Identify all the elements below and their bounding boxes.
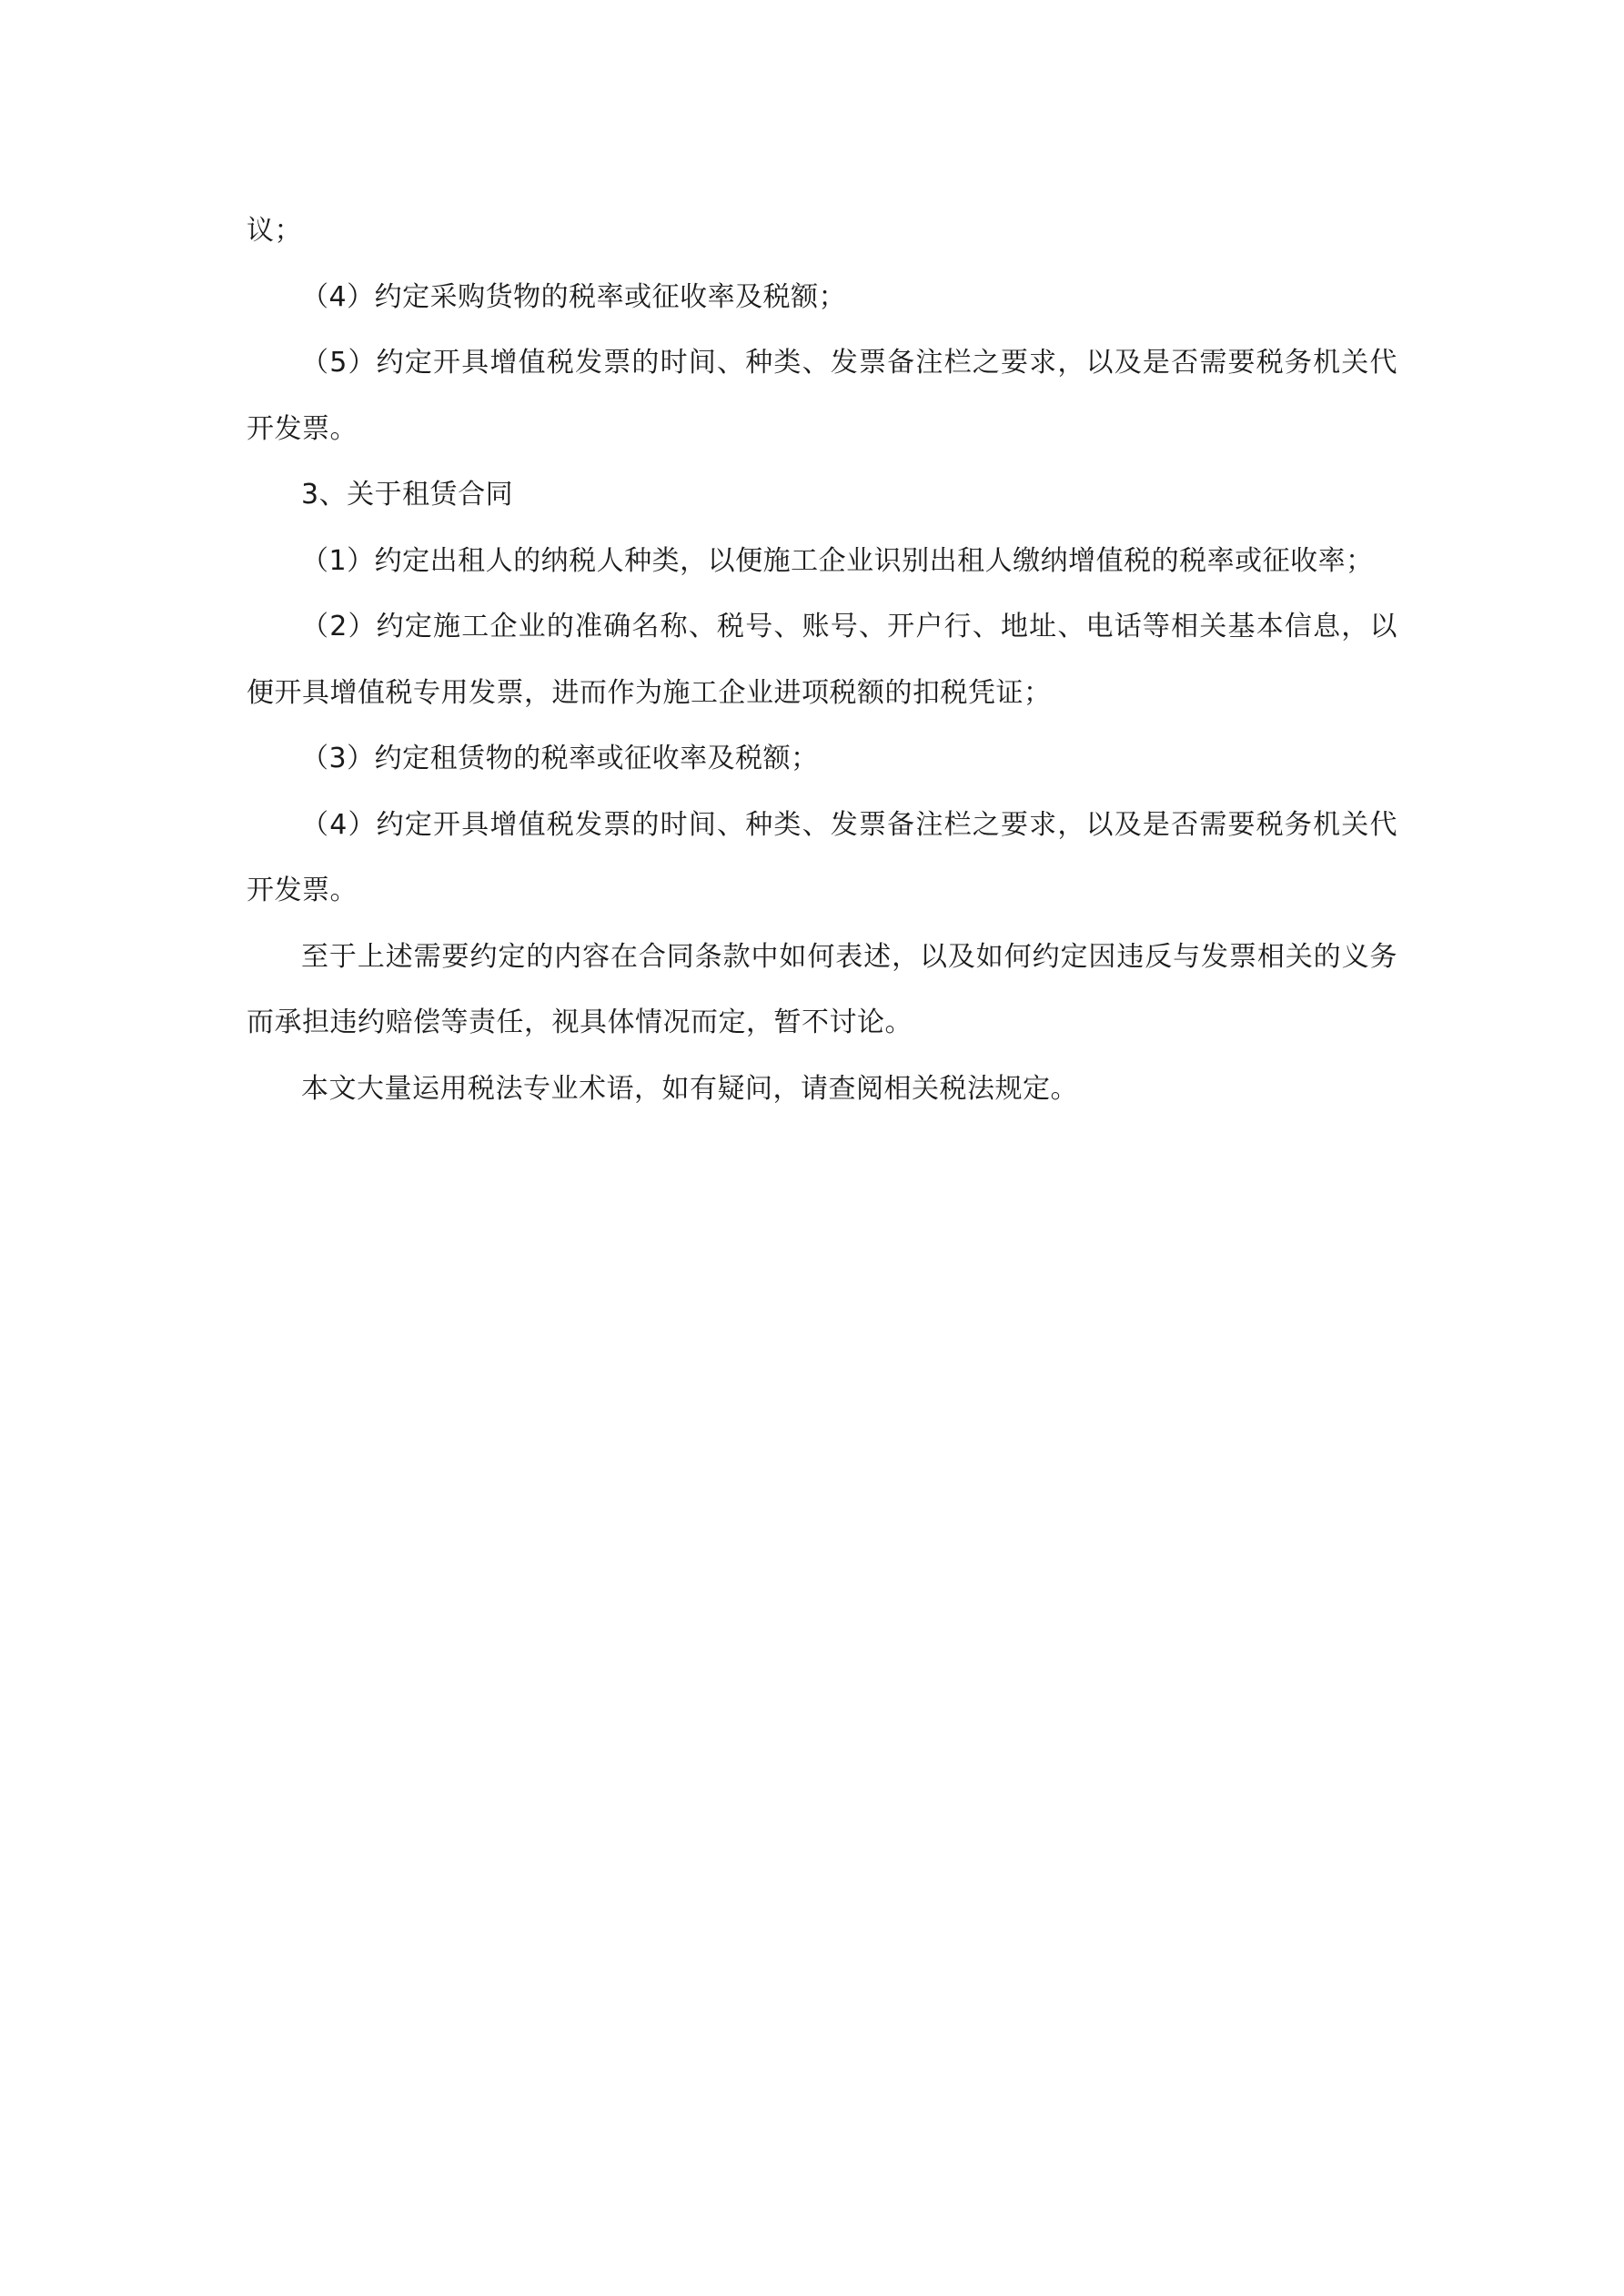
- paragraph-conclusion: 至于上述需要约定的内容在合同条款中如何表述，以及如何约定因违反与发票相关的义务而承担违约赔偿等责任，视具体情况而定，暂不讨论。: [247, 940, 1397, 1038]
- paragraph-purchase-item-4: （4）约定采购货物的税率或征收率及税额；: [301, 280, 847, 313]
- paragraph-note: 本文大量运用税法专业术语，如有疑问，请查阅相关税法规定。: [301, 1072, 1078, 1105]
- section-heading-lease-contract: 3、关于租赁合同: [301, 479, 514, 511]
- paragraph-lease-item-2: （2）约定施工企业的准确名称、税号、账号、开户行、地址、电话等相关基本信息，以便开具增值税专用发票，进而作为施工企业进项税额的扣税凭证；: [247, 611, 1397, 709]
- document-body: [247, 198, 1397, 1122]
- paragraph-lease-item-4: （4）约定开具增值税发票的时间、种类、发票备注栏之要求，以及是否需要税务机关代开发票。: [247, 808, 1397, 906]
- paragraph-lease-item-1: （1）约定出租人的纳税人种类，以便施工企业识别出租人缴纳增值税的税率或征收率；: [301, 544, 1374, 577]
- paragraph-continuation: 议；: [247, 215, 302, 247]
- paragraph-lease-item-3: （3）约定租赁物的税率或征收率及税额；: [301, 743, 819, 774]
- paragraph-purchase-item-5: （5）约定开具增值税发票的时间、种类、发票备注栏之要求，以及是否需要税务机关代开发票。: [247, 347, 1397, 445]
